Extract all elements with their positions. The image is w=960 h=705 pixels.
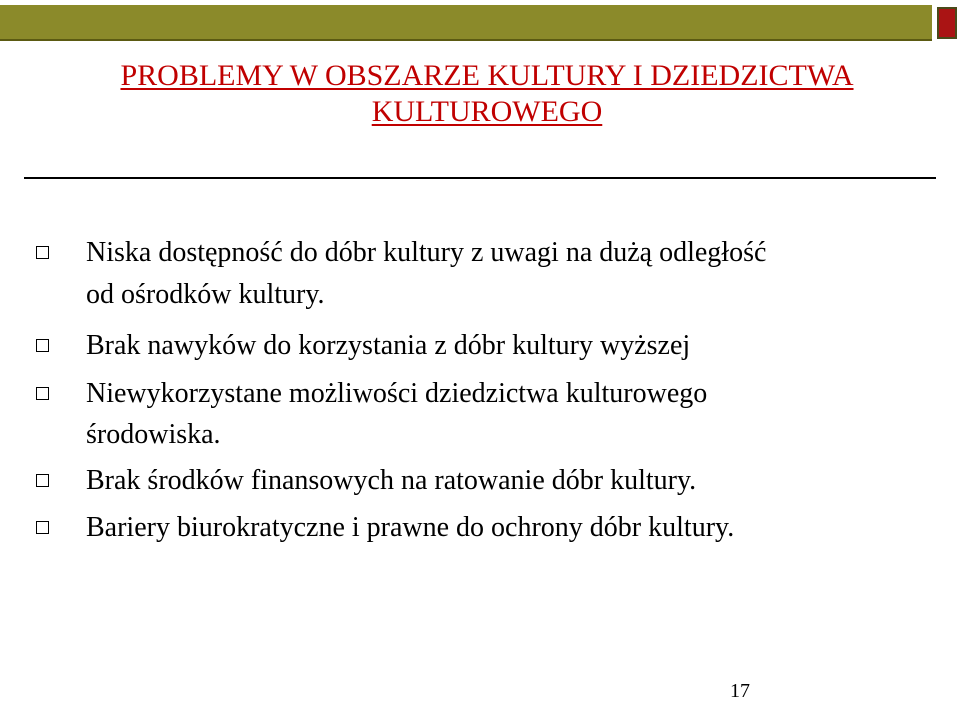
list-item-text-line-1: Bariery biurokratyczne i prawne do ochrony dóbr kultury. — [86, 512, 735, 543]
title-divider — [24, 177, 936, 179]
hollow-square-icon — [36, 387, 49, 400]
hollow-square-icon — [36, 246, 49, 259]
page-number: 17 — [730, 680, 750, 702]
list-item-text-line-2: od ośrodków kultury. — [86, 279, 325, 310]
list-item-text-line-1: Brak nawyków do korzystania z dóbr kultury wyższej — [86, 330, 691, 361]
slide-title-line-2: KULTUROWEGO — [371, 95, 603, 128]
header-band — [0, 5, 932, 41]
list-item-text-line-1: Brak środków finansowych na ratowanie dóbr kultury. — [86, 465, 697, 496]
list-item-text-line-1: Niska dostępność do dóbr kultury z uwagi na dużą odległość — [86, 237, 767, 268]
hollow-square-icon — [36, 521, 49, 534]
list-item-text-line-2: środowiska. — [86, 419, 221, 450]
list-item-text-line-1: Niewykorzystane możliwości dziedzictwa kulturowego — [86, 378, 708, 409]
slide-title-line-1: PROBLEMY W OBSZARZE KULTURY I DZIEDZICTWA — [120, 59, 854, 92]
header-accent-box — [937, 7, 957, 39]
hollow-square-icon — [36, 339, 49, 352]
slide-title — [47, 58, 927, 130]
hollow-square-icon — [36, 474, 49, 487]
